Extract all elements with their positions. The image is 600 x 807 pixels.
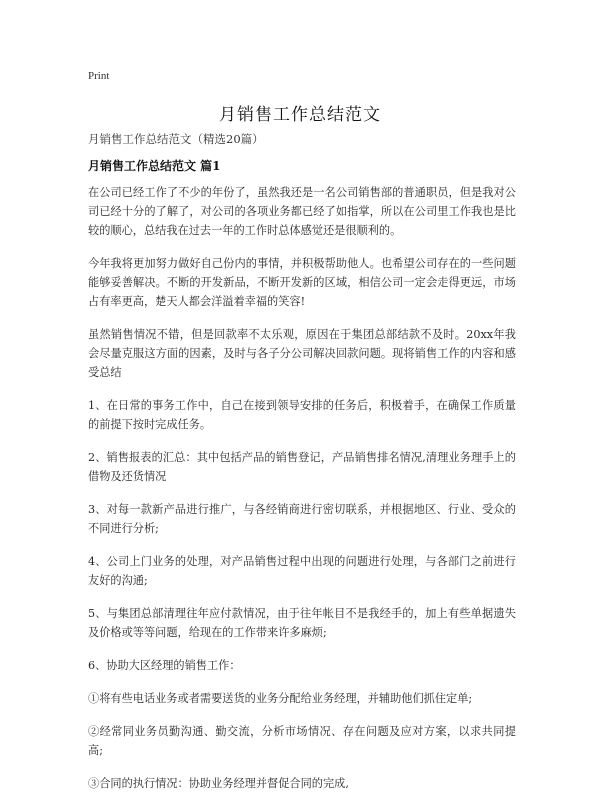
section-heading: 月销售工作总结范文 篇1: [88, 159, 221, 173]
paragraph-10: ①将有些电话业务或者需要送货的业务分配给业务经理，并辅助他们抓住定单;: [88, 692, 473, 705]
print-label[interactable]: Print: [88, 70, 110, 82]
document-body: [88, 183, 516, 807]
paragraph-5: 2、销售报表的汇总：其中包括产品的销售登记，产品销售排名情况,清理业务理手上的借物及还货情况: [88, 451, 516, 483]
paragraph-11: ②经常同业务员勤沟通、勤交流，分析市场情况、存在问题及应对方案，以求共同提高;: [88, 725, 516, 757]
paragraph-6: 3、对每一款新产品进行推广，与各经销商进行密切联系，并根据地区、行业、受众的不同进行分析;: [88, 503, 516, 535]
paragraph-8: 5、与集团总部清理往年应付款情况，由于往年帐目不是我经手的，加上有些单据遗失及价格或等等问题，给现在的工作带来许多麻烦;: [88, 607, 516, 639]
page-title: 月销售工作总结范文: [219, 105, 381, 125]
paragraph-1: 在公司已经工作了不少的年份了，虽然我还是一名公司销售部的普通职员，但是我对公司已经十分的了解了，对公司的各项业务都已经了如指掌，所以在公司里工作我也是比较的顺心，总结我在过去一年的工作时总体感觉还是很顺利的。: [88, 186, 516, 237]
paragraph-7: 4、公司上门业务的处理，对产品销售过程中出现的问题进行处理，与各部门之前进行友好的沟通;: [88, 555, 516, 587]
paragraph-12: ③合同的执行情况：协助业务经理并督促合同的完成,: [88, 777, 349, 790]
paragraph-4: 1、在日常的事务工作中，自己在接到领导安排的任务后，积极着手，在确保工作质量的前提下按时完成任务。: [88, 399, 516, 431]
paragraph-3: 虽然销售情况不错，但是回款率不太乐观，原因在于集团总部结款不及时。20xx年我会尽量克服这方面的因素，及时与各子分公司解决回款问题。现将销售工作的内容和感受总结: [88, 328, 516, 379]
paragraph-2: 今年我将更加努力做好自己份内的事情，并积极帮助他人。也希望公司存在的一些问题能够妥善解决。不断的开发新品，不断开发新的区域，相信公司一定会走得更远，市场占有率更高，楚天人都会洋溢着幸福的笑容!: [88, 257, 516, 308]
paragraph-9: 6、协助大区经理的销售工作：: [88, 659, 241, 672]
document-subtitle: 月销售工作总结范文（精选20篇）: [88, 132, 264, 146]
